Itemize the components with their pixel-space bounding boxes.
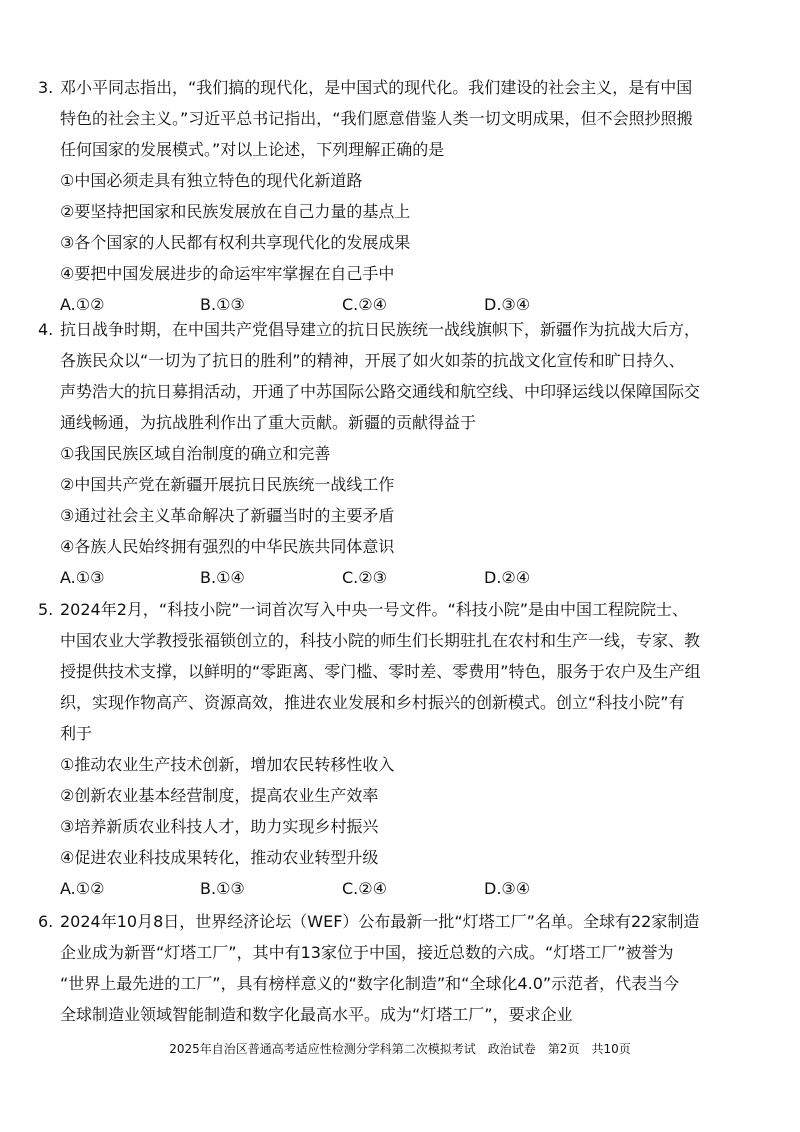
stem-line: 声势浩大的抗日募捐活动，开通了中苏国际公路交通线和航空线、中印驿运线以保障国际交 — [60, 382, 701, 401]
option-c[interactable]: C.②④ — [342, 295, 387, 314]
statement-item: ②中国共产党在新疆开展抗日民族统一战线工作 — [60, 475, 395, 494]
stem-line: 抗日战争时期，在中国共产党倡导建立的抗日民族统一战线旗帜下，新疆作为抗战大后方， — [60, 320, 701, 339]
stem-line: 2024年10月8日，世界经济论坛（WEF）公布最新一批“灯塔工厂”名单。全球有22家制造 — [60, 912, 700, 931]
statement-item: ②要坚持把国家和民族发展放在自己力量的基点上 — [60, 202, 411, 221]
stem-line: 织，实现作物高产、资源高效，推进农业发展和乡村振兴的创新模式。创立“科技小院”有 — [60, 693, 685, 712]
option-b[interactable]: B.①③ — [200, 879, 245, 898]
stem-line: 授提供技术支撑，以鲜明的“零距离、零门槛、零时差、零费用”特色，服务于农户及生产组 — [60, 662, 701, 681]
option-a[interactable]: A.①② — [60, 295, 105, 314]
option-c[interactable]: C.②④ — [342, 879, 387, 898]
option-d[interactable]: D.②④ — [484, 568, 531, 587]
page-footer: 2025年自治区普通高考适应性检测分学科第二次模拟考试 政治试卷 第2页 共10页 — [169, 1042, 631, 1056]
statement-item: ③通过社会主义革命解决了新疆当时的主要矛盾 — [60, 506, 395, 525]
statement-item: ①推动农业生产技术创新，增加农民转移性收入 — [60, 755, 395, 774]
stem-line: 2024年2月，“科技小院”一词首次写入中央一号文件。“科技小院”是由中国工程院院士、 — [60, 600, 689, 619]
option-a[interactable]: A.①② — [60, 879, 105, 898]
stem-line: 通线畅通，为抗战胜利作出了重大贡献。新疆的贡献得益于 — [60, 413, 477, 432]
statement-item: ③各个国家的人民都有权利共享现代化的发展成果 — [60, 233, 411, 252]
statement-item: ④各族人民始终拥有强烈的中华民族共同体意识 — [60, 537, 395, 556]
stem-line: 邓小平同志指出，“我们搞的现代化，是中国式的现代化。我们建设的社会主义，是有中国 — [60, 78, 693, 97]
question-number: 4. — [38, 320, 54, 339]
stem-line: 任何国家的发展模式。”对以上论述，下列理解正确的是 — [60, 140, 445, 159]
option-d[interactable]: D.③④ — [484, 879, 531, 898]
statement-item: ④促进农业科技成果转化，推动农业转型升级 — [60, 848, 379, 867]
stem-line: 特色的社会主义。”习近平总书记指出，“我们愿意借鉴人类一切文明成果，但不会照抄照搬 — [60, 109, 693, 128]
statement-item: ①中国必须走具有独立特色的现代化新道路 — [60, 171, 363, 190]
stem-line: 利于 — [60, 724, 93, 743]
statement-item: ③培养新质农业科技人才，助力实现乡村振兴 — [60, 817, 379, 836]
question-number: 3. — [38, 78, 54, 97]
statement-item: ①我国民族区域自治制度的确立和完善 — [60, 444, 331, 463]
option-d[interactable]: D.③④ — [484, 295, 531, 314]
question-number: 5. — [38, 600, 54, 619]
question-number: 6. — [38, 912, 54, 931]
stem-line: 中国农业大学教授张福锁创立的，科技小院的师生们长期驻扎在农村和生产一线，专家、教 — [60, 631, 701, 650]
stem-line: 企业成为新晋“灯塔工厂”，其中有13家位于中国，接近总数的六成。“灯塔工厂”被誉为 — [60, 943, 674, 962]
stem-line: “世界上最先进的工厂”，具有榜样意义的“数字化制造”和“全球化4.0”示范者，代表当今 — [60, 974, 680, 993]
option-c[interactable]: C.②③ — [342, 568, 387, 587]
option-b[interactable]: B.①③ — [200, 295, 245, 314]
statement-item: ④要把中国发展进步的命运牢牢掌握在自己手中 — [60, 264, 395, 283]
option-b[interactable]: B.①④ — [200, 568, 245, 587]
statement-item: ②创新农业基本经营制度，提高农业生产效率 — [60, 786, 379, 805]
stem-line: 全球制造业领域智能制造和数字化最高水平。成为“灯塔工厂”，要求企业 — [60, 1005, 573, 1024]
option-a[interactable]: A.①③ — [60, 568, 105, 587]
stem-line: 各族民众以“一切为了抗日的胜利”的精神，开展了如火如荼的抗战文化宣传和旷日持久、 — [60, 351, 685, 370]
